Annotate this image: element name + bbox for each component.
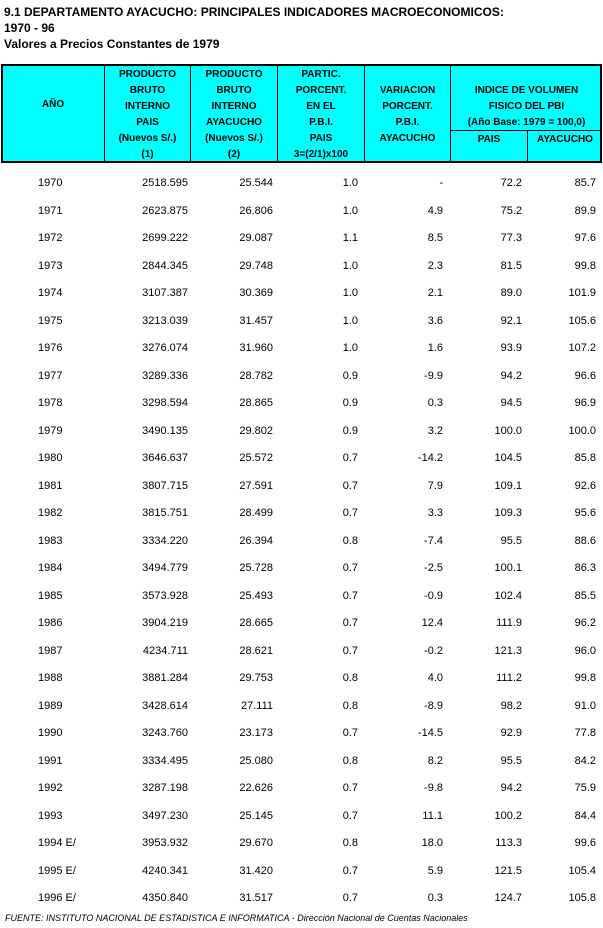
cell-var: 4.0	[427, 672, 443, 684]
cell-partic: 1.0	[342, 177, 358, 189]
cell-ind-aya: 85.8	[574, 452, 596, 464]
cell-year: 1986	[38, 617, 63, 629]
cell-partic: 0.9	[342, 397, 358, 409]
cell-year: 1974	[38, 287, 63, 299]
cell-ind-aya: 105.8	[568, 892, 596, 904]
table-row	[0, 170, 603, 198]
cell-pbi-pais: 3213.039	[142, 314, 188, 327]
cell-var: 12.4	[421, 617, 443, 629]
table-row	[0, 885, 603, 913]
cell-ind-aya: 99.8	[574, 672, 596, 684]
cell-pbi-pais: 3289.336	[142, 369, 188, 382]
cell-ind-aya: 86.3	[574, 562, 596, 574]
cell-ind-aya: 75.9	[574, 782, 596, 794]
cell-partic: 0.8	[342, 837, 358, 849]
cell-pbi-aya: 29.753	[239, 672, 273, 684]
cell-ind-pais: 102.4	[494, 589, 522, 602]
cell-pbi-pais: 3497.230	[142, 809, 188, 822]
cell-pbi-aya: 29.087	[239, 232, 273, 244]
cell-ind-aya: 95.6	[574, 507, 596, 519]
table-row	[0, 528, 603, 556]
cell-partic: 1.1	[342, 232, 358, 244]
cell-partic: 1.0	[342, 204, 358, 217]
cell-partic: 0.8	[342, 754, 358, 767]
cell-year: 1971	[38, 204, 63, 217]
header-participacion: PARTIC. PORCENT. EN EL P.B.I. PAIS 3=(2/1)x100	[293, 69, 349, 160]
cell-pbi-pais: 3334.220	[142, 534, 188, 547]
cell-pbi-pais: 3107.387	[142, 287, 188, 299]
cell-partic: 0.7	[342, 507, 358, 519]
cell-ind-pais: 111.2	[496, 672, 522, 684]
cell-var: 8.5	[427, 232, 443, 244]
cell-partic: 1.0	[342, 259, 358, 272]
cell-partic: 0.7	[342, 617, 358, 629]
header-year: AÑO	[41, 99, 65, 110]
cell-var: -7.4	[424, 534, 443, 547]
cell-year: 1976	[38, 342, 63, 354]
cell-partic: 0.9	[342, 369, 358, 382]
cell-partic: 1.0	[342, 314, 358, 327]
cell-pbi-pais: 3494.779	[142, 562, 188, 574]
cell-pbi-pais: 3243.760	[142, 727, 188, 739]
cell-ind-pais: 104.5	[494, 452, 522, 464]
cell-ind-pais: 81.5	[500, 259, 522, 272]
table-row	[0, 583, 603, 611]
cell-ind-pais: 72.2	[500, 177, 522, 189]
cell-ind-pais: 113.3	[495, 837, 522, 849]
cell-var: 0.3	[427, 397, 443, 409]
cell-ind-aya: 96.0	[574, 644, 596, 657]
table-row	[0, 748, 603, 776]
cell-year: 1980	[38, 452, 63, 464]
table-row	[0, 445, 603, 473]
table-body	[0, 170, 603, 913]
cell-ind-aya: 105.6	[568, 314, 596, 327]
cell-pbi-aya: 26.394	[239, 534, 273, 547]
cell-year: 1984	[38, 562, 63, 574]
table-row	[0, 253, 603, 281]
cell-pbi-pais: 4234.711	[142, 644, 188, 657]
cell-partic: 0.7	[342, 727, 358, 739]
cell-ind-aya: 97.6	[574, 232, 596, 244]
cell-year: 1982	[38, 507, 63, 519]
cell-ind-aya: 100.0	[568, 424, 596, 437]
cell-year: 1996 E/	[38, 892, 76, 904]
cell-pbi-aya: 25.145	[239, 809, 273, 822]
table-row	[0, 473, 603, 501]
cell-pbi-pais: 2699.222	[142, 232, 188, 244]
cell-pbi-aya: 25.728	[239, 562, 273, 574]
cell-year: 1995 E/	[38, 864, 76, 877]
cell-partic: 0.9	[342, 424, 358, 437]
cell-var: 4.9	[427, 204, 443, 217]
cell-ind-pais: 94.2	[500, 369, 522, 382]
cell-pbi-aya: 27.591	[239, 479, 273, 492]
cell-var: 8.2	[427, 754, 443, 767]
cell-year: 1970	[38, 177, 63, 189]
cell-var: 2.1	[427, 287, 443, 299]
cell-var: 11.1	[422, 809, 443, 822]
header-pbi-pais: PRODUCTO BRUTO INTERNO PAIS (Nuevos S/.) (1)	[118, 69, 177, 160]
table-title: 9.1 DEPARTAMENTO AYACUCHO: PRINCIPALES INDICADORES MACROECONOMICOS:	[4, 5, 504, 19]
cell-pbi-pais: 3807.715	[142, 479, 188, 492]
cell-partic: 1.0	[342, 342, 358, 354]
cell-ind-aya: 105.4	[568, 864, 596, 877]
table-row	[0, 775, 603, 803]
cell-pbi-aya: 26.806	[239, 204, 273, 217]
cell-partic: 0.8	[342, 534, 358, 547]
cell-pbi-aya: 29.670	[239, 837, 273, 849]
cell-ind-pais: 100.2	[494, 809, 522, 822]
cell-ind-pais: 109.1	[494, 479, 522, 492]
cell-ind-aya: 77.8	[574, 727, 596, 739]
cell-ind-aya: 88.6	[574, 534, 596, 547]
cell-ind-pais: 94.5	[500, 397, 522, 409]
cell-pbi-pais: 4350.840	[142, 892, 188, 904]
cell-ind-pais: 94.2	[500, 782, 522, 794]
cell-pbi-pais: 2844.345	[142, 259, 188, 272]
cell-partic: 0.7	[342, 644, 358, 657]
cell-partic: 0.8	[342, 699, 358, 712]
cell-var: -	[439, 177, 443, 189]
cell-year: 1989	[38, 699, 63, 712]
cell-pbi-pais: 3334.495	[142, 754, 188, 767]
header-indice: INDICE DE VOLUMEN FISICO DEL PBI (Año Base: 1979 = 100,0)	[467, 85, 586, 128]
cell-partic: 0.7	[342, 782, 358, 794]
table-row	[0, 720, 603, 748]
cell-var: 7.9	[427, 479, 443, 492]
table-row	[0, 280, 603, 308]
cell-pbi-aya: 25.544	[239, 177, 273, 189]
cell-pbi-pais: 3646.637	[142, 452, 188, 464]
cell-ind-pais: 95.5	[500, 534, 522, 547]
cell-ind-aya: 92.6	[574, 479, 596, 492]
cell-var: 1.6	[427, 342, 443, 354]
header-indice-pais: PAIS	[477, 134, 501, 145]
cell-ind-pais: 98.2	[500, 699, 522, 712]
cell-year: 1992	[38, 782, 63, 794]
cell-var: -9.9	[424, 369, 443, 382]
cell-pbi-aya: 28.621	[239, 644, 273, 657]
cell-pbi-pais: 3428.614	[142, 699, 188, 712]
cell-year: 1990	[38, 727, 63, 739]
cell-pbi-aya: 25.080	[239, 754, 273, 767]
cell-pbi-aya: 31.457	[239, 314, 273, 327]
cell-ind-aya: 96.9	[574, 397, 596, 409]
cell-year: 1972	[38, 232, 63, 244]
table-row	[0, 858, 603, 886]
cell-ind-pais: 89.0	[500, 287, 522, 299]
cell-ind-aya: 85.5	[574, 589, 596, 602]
cell-pbi-aya: 29.748	[239, 259, 273, 272]
cell-ind-aya: 84.4	[574, 809, 596, 822]
cell-ind-aya: 84.2	[574, 754, 596, 767]
cell-ind-pais: 100.1	[494, 562, 522, 574]
cell-year: 1993	[38, 809, 63, 822]
header-indice-ayacucho: AYACUCHO	[537, 134, 593, 145]
cell-ind-pais: 111.9	[496, 617, 522, 629]
cell-ind-pais: 124.7	[494, 892, 522, 904]
cell-partic: 0.8	[342, 672, 358, 684]
cell-pbi-aya: 22.626	[239, 782, 273, 794]
cell-partic: 0.7	[342, 479, 358, 492]
cell-pbi-pais: 2623.875	[142, 204, 188, 217]
cell-pbi-pais: 3904.219	[142, 617, 188, 629]
table-row	[0, 390, 603, 418]
cell-pbi-aya: 31.420	[239, 864, 273, 877]
cell-var: -14.2	[417, 452, 443, 464]
cell-pbi-pais: 3490.135	[142, 424, 188, 437]
cell-pbi-pais: 2518.595	[142, 177, 188, 189]
cell-ind-pais: 121.3	[494, 644, 522, 657]
cell-var: 5.9	[427, 864, 443, 877]
cell-pbi-pais: 3287.198	[142, 782, 188, 794]
cell-year: 1983	[38, 534, 63, 547]
cell-var: -9.8	[424, 782, 443, 794]
cell-partic: 0.7	[342, 589, 358, 602]
cell-var: -14.5	[417, 727, 443, 739]
cell-ind-aya: 99.6	[574, 837, 596, 849]
cell-var: 0.3	[427, 892, 443, 904]
cell-year: 1975	[38, 314, 63, 327]
table-row	[0, 308, 603, 336]
header-variacion: VARIACION PORCENT. P.B.I. AYACUCHO	[379, 85, 436, 144]
cell-year: 1973	[38, 259, 63, 272]
cell-ind-pais: 95.5	[500, 754, 522, 767]
cell-year: 1987	[38, 644, 63, 657]
cell-ind-pais: 92.9	[500, 727, 522, 739]
cell-year: 1994 E/	[38, 837, 76, 849]
cell-ind-pais: 100.0	[494, 424, 522, 437]
cell-year: 1981	[38, 479, 63, 492]
cell-pbi-aya: 28.782	[239, 369, 273, 382]
cell-var: -0.9	[424, 589, 443, 602]
cell-pbi-aya: 27.111	[240, 699, 273, 712]
cell-pbi-aya: 28.499	[239, 507, 273, 519]
source-footer: FUENTE: INSTITUTO NACIONAL DE ESTADISTICA E INFORMATICA - Dirección Nacional de Cuentas Nacionales	[5, 913, 468, 923]
cell-pbi-pais: 3815.751	[142, 507, 188, 519]
table-subtitle: Valores a Precios Constantes de 1979	[4, 37, 220, 51]
cell-pbi-pais: 3298.594	[142, 397, 188, 409]
cell-var: -0.2	[424, 644, 443, 657]
cell-pbi-aya: 31.960	[239, 342, 273, 354]
cell-year: 1985	[38, 589, 63, 602]
cell-partic: 0.7	[342, 809, 358, 822]
table-row	[0, 665, 603, 693]
cell-ind-aya: 89.9	[574, 204, 596, 217]
cell-var: 2.3	[427, 259, 443, 272]
cell-var: -8.9	[424, 699, 443, 712]
cell-ind-aya: 85.7	[574, 177, 596, 189]
cell-pbi-aya: 25.493	[239, 589, 273, 602]
table-row	[0, 418, 603, 446]
cell-year: 1978	[38, 397, 63, 409]
cell-var: 3.3	[427, 507, 443, 519]
cell-pbi-aya: 25.572	[239, 452, 273, 464]
cell-pbi-pais: 3276.074	[142, 342, 188, 354]
table-row	[0, 610, 603, 638]
cell-var: 18.0	[421, 837, 443, 849]
cell-pbi-pais: 3953.932	[142, 837, 188, 849]
cell-partic: 0.7	[342, 562, 358, 574]
cell-year: 1979	[38, 424, 63, 437]
cell-ind-aya: 91.0	[574, 699, 596, 712]
cell-year: 1988	[38, 672, 63, 684]
table-row	[0, 555, 603, 583]
cell-ind-pais: 93.9	[500, 342, 522, 354]
cell-ind-aya: 107.2	[568, 342, 596, 354]
cell-partic: 0.7	[342, 452, 358, 464]
cell-pbi-aya: 31.517	[239, 892, 273, 904]
cell-var: 3.6	[427, 314, 443, 327]
table-row	[0, 335, 603, 363]
cell-ind-aya: 96.2	[574, 617, 596, 629]
cell-pbi-aya: 30.369	[239, 287, 273, 299]
cell-pbi-aya: 28.665	[239, 617, 273, 629]
header-pbi-ayacucho: PRODUCTO BRUTO INTERNO AYACUCHO (Nuevos S/.) (2)	[205, 69, 263, 160]
cell-pbi-pais: 4240.341	[142, 864, 188, 877]
cell-ind-pais: 121.5	[494, 864, 522, 877]
cell-ind-pais: 77.3	[500, 232, 522, 244]
cell-var: -2.5	[424, 562, 443, 574]
cell-pbi-pais: 3573.928	[142, 589, 188, 602]
cell-pbi-pais: 3881.284	[142, 672, 188, 684]
cell-var: 3.2	[427, 424, 443, 437]
table-row	[0, 830, 603, 858]
cell-year: 1977	[38, 369, 63, 382]
table-row	[0, 225, 603, 253]
cell-ind-pais: 92.1	[500, 314, 522, 327]
cell-partic: 1.0	[342, 287, 358, 299]
table-row	[0, 638, 603, 666]
cell-partic: 0.7	[342, 892, 358, 904]
table-years: 1970 - 96	[4, 21, 55, 35]
table-row	[0, 803, 603, 831]
cell-pbi-aya: 29.802	[239, 424, 273, 437]
cell-ind-aya: 96.6	[574, 369, 596, 382]
cell-ind-aya: 99.8	[574, 259, 596, 272]
cell-year: 1991	[38, 754, 63, 767]
table-row	[0, 500, 603, 528]
cell-pbi-aya: 28.865	[239, 397, 273, 409]
cell-pbi-aya: 23.173	[239, 727, 273, 739]
table-row	[0, 693, 603, 721]
table-row	[0, 363, 603, 391]
cell-ind-pais: 109.3	[494, 507, 522, 519]
cell-ind-aya: 101.9	[568, 287, 596, 299]
cell-partic: 0.7	[342, 864, 358, 877]
table-row	[0, 198, 603, 226]
cell-ind-pais: 75.2	[500, 204, 522, 217]
